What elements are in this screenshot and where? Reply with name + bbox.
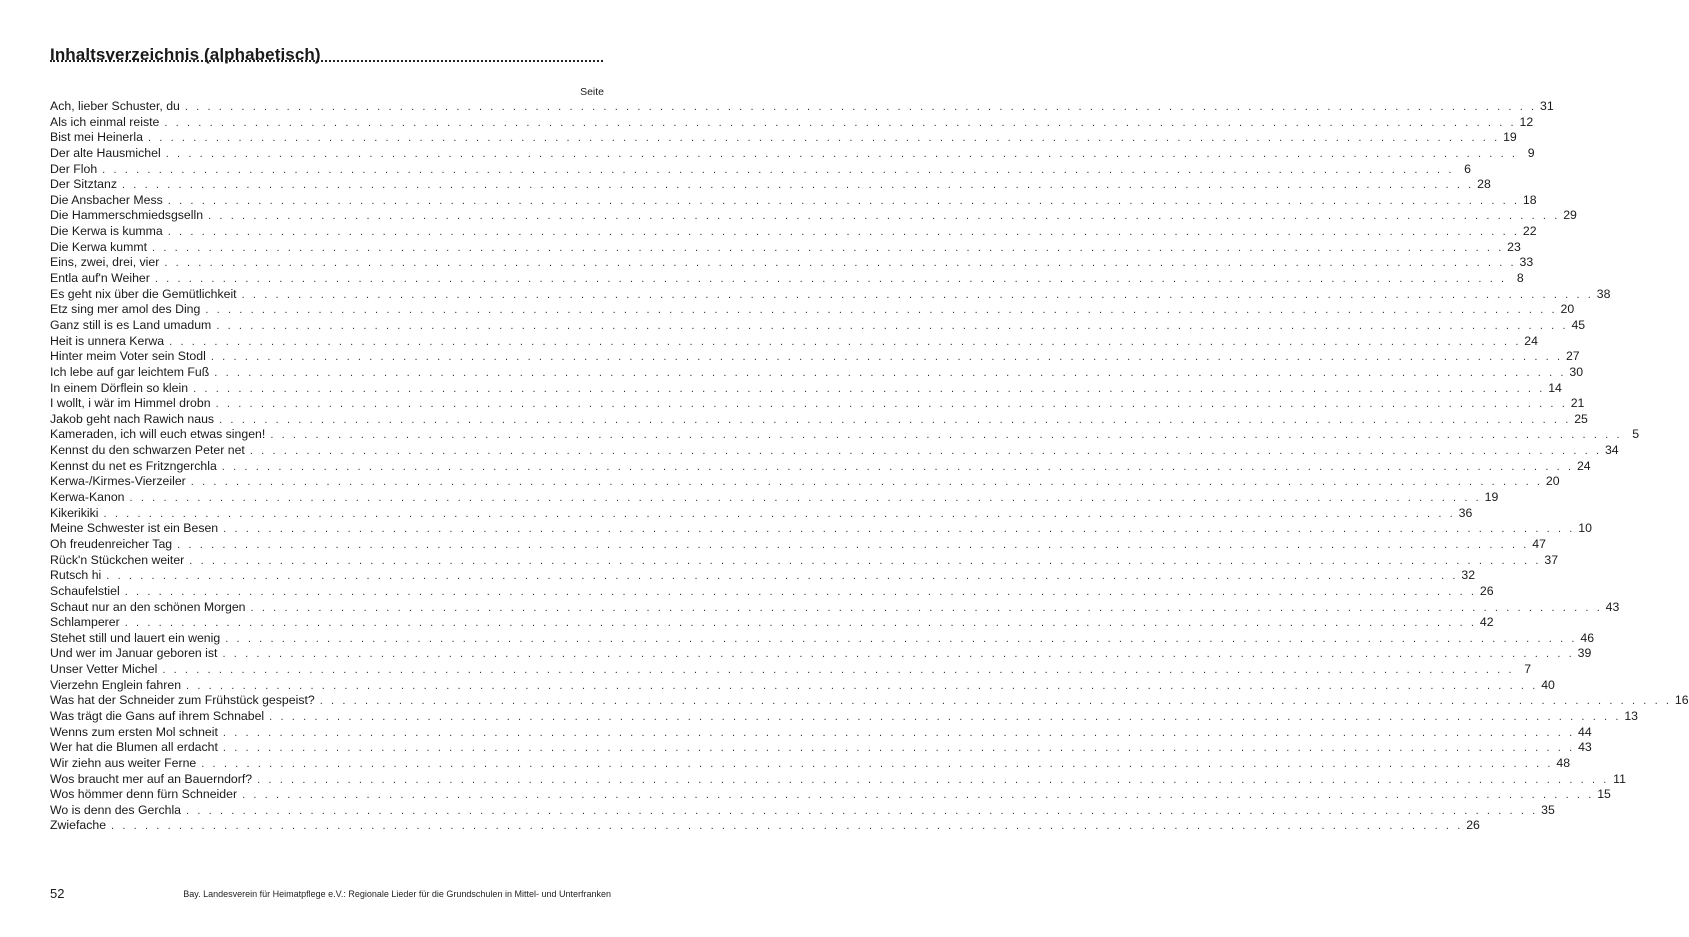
footer-page-number: 52 — [50, 886, 65, 901]
toc-entry-page: 35 — [1541, 802, 1555, 817]
toc-entry-title: Etz sing mer amol des Ding — [50, 302, 201, 317]
toc-entry-title: Kikerikiki — [50, 505, 99, 520]
dot-leader: . . . . . . . . . . . . . . . . . . . . . . . . . . . . . . . . . . . . . . . . . . . . . . . . . . . . . . . . . . . . . . . . . . . . . . . . . . . . . . . . . . . . . . . . . . . . . . . . . . . . . . . . . . . . . . . . . . . . . . . . — [214, 366, 1567, 379]
toc-entry — [50, 286, 1611, 303]
toc-entry — [50, 239, 1521, 256]
toc-entry — [50, 740, 1592, 756]
toc-entry — [50, 802, 1555, 819]
toc-entry-page: 26 — [1479, 583, 1494, 598]
toc-entry-page: 39 — [1577, 646, 1592, 661]
dot-leader: . . . . . . . . . . . . . . . . . . . . . . . . . . . . . . . . . . . . . . . . . . . . . . . . . . . . . . . . . . . . . . . . . . . . . . . . . . . . . . . . . . . . . . . . . . . . . . . . . . . . . . . . . . . . . . . . . . . . . . . . — [102, 163, 1454, 176]
toc-entry-page: 48 — [1556, 755, 1571, 770]
dot-leader: . . . . . . . . . . . . . . . . . . . . . . . . . . . . . . . . . . . . . . . . . . . . . . . . . . . . . . . . . . . . . . . . . . . . . . . . . . . . . . . . . . . . . . . . . . . . . . . . . . . . . . . . . . . . . . . . . . . . . . . . — [193, 382, 1545, 395]
toc-entry — [50, 224, 1537, 240]
toc-entry-title: Als ich einmal reiste — [50, 114, 160, 129]
toc-entry-page: 21 — [1570, 396, 1585, 411]
toc-entry-page: 43 — [1605, 599, 1620, 614]
dot-leader: . . . . . . . . . . . . . . . . . . . . . . . . . . . . . . . . . . . . . . . . . . . . . . . . . . . . . . . . . . . . . . . . . . . . . . . . . . . . . . . . . . . . . . . . . . . . . . . . . . . . . . . . . . . . . . . . . . . . . . . . — [241, 288, 1594, 301]
toc-entry — [50, 630, 1595, 647]
toc-entry-page: 11 — [1613, 771, 1626, 786]
dot-leader: . . . . . . . . . . . . . . . . . . . . . . . . . . . . . . . . . . . . . . . . . . . . . . . . . . . . . . . . . . . . . . . . . . . . . . . . . . . . . . . . . . . . . . . . . . . . . . . . . . . . . . . . . . . . . . . . . . . . . . . . — [225, 632, 1578, 645]
dot-leader: . . . . . . . . . . . . . . . . . . . . . . . . . . . . . . . . . . . . . . . . . . . . . . . . . . . . . . . . . . . . . . . . . . . . . . . . . . . . . . . . . . . . . . . . . . . . . . . . . . . . . . . . . . . . . . . . . . . . . . . . — [184, 101, 1537, 113]
toc-entry-title: Wir ziehn aus weiter Ferne — [50, 755, 197, 770]
toc-entry-title: In einem Dörflein so klein — [50, 380, 189, 395]
toc-entry-title: Die Ansbacher Mess — [50, 192, 163, 207]
toc-entry-title: Wer hat die Blumen all erdacht — [50, 740, 218, 755]
dot-leader: . . . . . . . . . . . . . . . . . . . . . . . . . . . . . . . . . . . . . . . . . . . . . . . . . . . . . . . . . . . . . . . . . . . . . . . . . . . . . . . . . . . . . . . . . . . . . . . . . . . . . . . . . . . . . . . . . . . . . . . . — [152, 241, 1504, 254]
toc-entry — [50, 427, 1640, 443]
dot-leader: . . . . . . . . . . . . . . . . . . . . . . . . . . . . . . . . . . . . . . . . . . . . . . . . . . . . . . . . . . . . . . . . . . . . . . . . . . . . . . . . . . . . . . . . . . . . . . . . . . . . . . . . . . . . . . . . . . . . . . . . — [167, 194, 1520, 207]
dot-leader: . . . . . . . . . . . . . . . . . . . . . . . . . . . . . . . . . . . . . . . . . . . . . . . . . . . . . . . . . . . . . . . . . . . . . . . . . . . . . . . . . . . . . . . . . . . . . . . . . . . . . . . . . . . . . . . . . . . . . . . . — [250, 601, 1603, 614]
toc-entry-title: Kameraden, ich will euch etwas singen! — [50, 427, 266, 442]
toc-entry-page: 20 — [1545, 474, 1560, 489]
toc-entry-page: 36 — [1458, 505, 1473, 520]
toc-entry — [50, 99, 1554, 115]
toc-entry-title: Kerwa-/Kirmes-Vierzeiler — [50, 474, 186, 489]
toc-entry-page: 44 — [1578, 724, 1592, 739]
toc-entry — [50, 677, 1555, 694]
toc-entry — [50, 583, 1494, 600]
dot-leader: . . . . . . . . . . . . . . . . . . . . . . . . . . . . . . . . . . . . . . . . . . . . . . . . . . . . . . . . . . . . . . . . . . . . . . . . . . . . . . . . . . . . . . . . . . . . . . . . . . . . . . . . . . . . . . . . . . . . . . . . — [111, 820, 1463, 833]
dot-leader: . . . . . . . . . . . . . . . . . . . . . . . . . . . . . . . . . . . . . . . . . . . . . . . . . . . . . . . . . . . . . . . . . . . . . . . . . . . . . . . . . . . . . . . . . . . . . . . . . . . . . . . . . . . . . . . . . . . . . . . . — [124, 585, 1477, 598]
toc-entry — [50, 145, 1535, 162]
toc-entry-page: 28 — [1477, 177, 1491, 192]
dot-leader: . . . . . . . . . . . . . . . . . . . . . . . . . . . . . . . . . . . . . . . . . . . . . . . . . . . . . . . . . . . . . . . . . . . . . . . . . . . . . . . . . . . . . . . . . . . . . . . . . . . . . . . . . . . . . . . . . . . . . . . . — [186, 804, 1538, 817]
toc-entry — [50, 114, 1534, 131]
toc-entry — [50, 771, 1626, 788]
toc-entry-page: 5 — [1632, 427, 1640, 442]
toc-entry — [50, 693, 1689, 709]
dotted-title-rule — [50, 60, 603, 62]
toc-entry — [50, 411, 1588, 428]
dot-leader: . . . . . . . . . . . . . . . . . . . . . . . . . . . . . . . . . . . . . . . . . . . . . . . . . . . . . . . . . . . . . . . . . . . . . . . . . . . . . . . . . . . . . . . . . . . . . . . . . . . . . . . . . . . . . . . . . . . . . . . . — [165, 147, 1518, 160]
dot-leader: . . . . . . . . . . . . . . . . . . . . . . . . . . . . . . . . . . . . . . . . . . . . . . . . . . . . . . . . . . . . . . . . . . . . . . . . . . . . . . . . . . . . . . . . . . . . . . . . . . . . . . . . . . . . . . . . . . . . . . . . — [177, 538, 1529, 551]
dot-leader: . . . . . . . . . . . . . . . . . . . . . . . . . . . . . . . . . . . . . . . . . . . . . . . . . . . . . . . . . . . . . . . . . . . . . . . . . . . . . . . . . . . . . . . . . . . . . . . . . . . . . . . . . . . . . . . . . . . . . . . . — [249, 445, 1602, 458]
toc-entry — [50, 646, 1592, 662]
toc-entry-title: Wo is denn des Gerchla — [50, 802, 182, 817]
toc-entry — [50, 396, 1585, 412]
toc-entry — [50, 755, 1571, 772]
toc-entry-page: 25 — [1574, 411, 1588, 426]
toc-entry-title: Was hat der Schneider zum Frühstück gespeist? — [50, 693, 315, 708]
toc-entry — [50, 333, 1538, 350]
toc-entry-page: 38 — [1596, 286, 1611, 301]
dot-leader: . . . . . . . . . . . . . . . . . . . . . . . . . . . . . . . . . . . . . . . . . . . . . . . . . . . . . . . . . . . . . . . . . . . . . . . . . . . . . . . . . . . . . . . . . . . . . . . . . . . . . . . . . . . . . . . . . . . . . . . . — [270, 429, 1623, 442]
dot-leader: . . . . . . . . . . . . . . . . . . . . . . . . . . . . . . . . . . . . . . . . . . . . . . . . . . . . . . . . . . . . . . . . . . . . . . . . . . . . . . . . . . . . . . . . . . . . . . . . . . . . . . . . . . . . . . . . . . . . . . . . — [215, 398, 1568, 411]
dot-leader: . . . . . . . . . . . . . . . . . . . . . . . . . . . . . . . . . . . . . . . . . . . . . . . . . . . . . . . . . . . . . . . . . . . . . . . . . . . . . . . . . . . . . . . . . . . . . . . . . . . . . . . . . . . . . . . . . . . . . . . . — [221, 460, 1574, 473]
dot-leader: . . . . . . . . . . . . . . . . . . . . . . . . . . . . . . . . . . . . . . . . . . . . . . . . . . . . . . . . . . . . . . . . . . . . . . . . . . . . . . . . . . . . . . . . . . . . . . . . . . . . . . . . . . . . . . . . . . . . . . . . — [162, 664, 1515, 677]
toc-entry-page: 6 — [1464, 161, 1471, 176]
toc-entry-page: 18 — [1522, 192, 1537, 207]
toc-entry-title: Rutsch hi — [50, 568, 102, 583]
dot-leader: . . . . . . . . . . . . . . . . . . . . . . . . . . . . . . . . . . . . . . . . . . . . . . . . . . . . . . . . . . . . . . . . . . . . . . . . . . . . . . . . . . . . . . . . . . . . . . . . . . . . . . . . . . . . . . . . . . . . . . . . — [201, 757, 1554, 770]
toc-entry-title: Entla auf'n Weiher — [50, 271, 150, 286]
toc-entry-page: 7 — [1524, 662, 1532, 677]
dot-leader: . . . . . . . . . . . . . . . . . . . . . . . . . . . . . . . . . . . . . . . . . . . . . . . . . . . . . . . . . . . . . . . . . . . . . . . . . . . . . . . . . . . . . . . . . . . . . . . . . . . . . . . . . . . . . . . . . . . . . . . . — [121, 179, 1474, 192]
toc-entry-title: Kennst du net es Fritzngerchla — [50, 458, 217, 473]
toc-entry-page: 14 — [1548, 380, 1562, 395]
toc-entry — [50, 192, 1537, 209]
toc-entry — [50, 380, 1562, 397]
dot-leader: . . . . . . . . . . . . . . . . . . . . . . . . . . . . . . . . . . . . . . . . . . . . . . . . . . . . . . . . . . . . . . . . . . . . . . . . . . . . . . . . . . . . . . . . . . . . . . . . . . . . . . . . . . . . . . . . . . . . . . . . — [167, 226, 1520, 239]
toc-entry-title: Stehet still und lauert ein wenig — [50, 630, 221, 645]
toc-entry-title: Heit is unnera Kerwa — [50, 333, 165, 348]
toc-entry-page: 19 — [1484, 490, 1499, 505]
toc-entry-page: 40 — [1541, 677, 1555, 692]
dot-leader: . . . . . . . . . . . . . . . . . . . . . . . . . . . . . . . . . . . . . . . . . . . . . . . . . . . . . . . . . . . . . . . . . . . . . . . . . . . . . . . . . . . . . . . . . . . . . . . . . . . . . . . . . . . . . . . . . . . . . . . . — [216, 319, 1569, 332]
toc-entry-page: 16 — [1674, 693, 1689, 708]
toc-entry-title: Jakob geht nach Rawich naus — [50, 411, 215, 426]
toc-entry — [50, 505, 1473, 522]
toc-entry — [50, 161, 1471, 178]
toc-entry — [50, 490, 1499, 506]
toc-entry — [50, 130, 1517, 146]
toc-entry — [50, 521, 1592, 537]
toc-entry-title: Kennst du den schwarzen Peter net — [50, 443, 245, 458]
toc-entry — [50, 177, 1491, 193]
toc-entry — [50, 568, 1476, 584]
toc-entry — [50, 474, 1560, 490]
dot-leader: . . . . . . . . . . . . . . . . . . . . . . . . . . . . . . . . . . . . . . . . . . . . . . . . . . . . . . . . . . . . . . . . . . . . . . . . . . . . . . . . . . . . . . . . . . . . . . . . . . . . . . . . . . . . . . . . . . . . . . . . — [269, 710, 1621, 723]
toc-entry-page: 8 — [1516, 271, 1524, 286]
toc-entry-title: Die Kerwa is kumma — [50, 224, 163, 239]
toc-entry-page: 19 — [1503, 130, 1517, 145]
toc-entry-page: 42 — [1479, 615, 1494, 630]
dot-leader: . . . . . . . . . . . . . . . . . . . . . . . . . . . . . . . . . . . . . . . . . . . . . . . . . . . . . . . . . . . . . . . . . . . . . . . . . . . . . . . . . . . . . . . . . . . . . . . . . . . . . . . . . . . . . . . . . . . . . . . . — [208, 210, 1560, 223]
dot-leader: . . . . . . . . . . . . . . . . . . . . . . . . . . . . . . . . . . . . . . . . . . . . . . . . . . . . . . . . . . . . . . . . . . . . . . . . . . . . . . . . . . . . . . . . . . . . . . . . . . . . . . . . . . . . . . . . . . . . . . . . — [257, 773, 1609, 786]
toc-entry — [50, 255, 1534, 271]
toc-entry-page: 46 — [1580, 630, 1595, 645]
dot-leader: . . . . . . . . . . . . . . . . . . . . . . . . . . . . . . . . . . . . . . . . . . . . . . . . . . . . . . . . . . . . . . . . . . . . . . . . . . . . . . . . . . . . . . . . . . . . . . . . . . . . . . . . . . . . . . . . . . . . . . . . — [186, 679, 1538, 692]
toc-entry-page: 12 — [1519, 114, 1534, 129]
toc-entry — [50, 787, 1611, 803]
toc-entry-title: Unser Vetter Michel — [50, 662, 158, 677]
toc-entry-title: Ganz still is es Land umadum — [50, 317, 212, 332]
toc-entry — [50, 443, 1619, 459]
toc-entry-page: 37 — [1544, 552, 1559, 567]
dot-leader: . . . . . . . . . . . . . . . . . . . . . . . . . . . . . . . . . . . . . . . . . . . . . . . . . . . . . . . . . . . . . . . . . . . . . . . . . . . . . . . . . . . . . . . . . . . . . . . . . . . . . . . . . . . . . . . . . . . . . . . . — [222, 648, 1575, 661]
dot-leader: . . . . . . . . . . . . . . . . . . . . . . . . . . . . . . . . . . . . . . . . . . . . . . . . . . . . . . . . . . . . . . . . . . . . . . . . . . . . . . . . . . . . . . . . . . . . . . . . . . . . . . . . . . . . . . . . . . . . . . . . — [190, 476, 1543, 489]
toc-entry-title: Wos hömmer denn fürn Schneider — [50, 787, 238, 802]
toc-entry-page: 15 — [1597, 787, 1611, 802]
toc-entry-page: 34 — [1604, 443, 1619, 458]
toc-entry-title: Meine Schwester ist ein Besen — [50, 521, 219, 536]
toc-entry-page: 27 — [1565, 349, 1580, 364]
toc-entry — [50, 364, 1584, 381]
toc-entry-title: Die Kerwa kummt — [50, 239, 148, 254]
toc-entry — [50, 349, 1580, 365]
dot-leader: . . . . . . . . . . . . . . . . . . . . . . . . . . . . . . . . . . . . . . . . . . . . . . . . . . . . . . . . . . . . . . . . . . . . . . . . . . . . . . . . . . . . . . . . . . . . . . . . . . . . . . . . . . . . . . . . . . . . . . . . — [129, 492, 1482, 505]
dot-leader: . . . . . . . . . . . . . . . . . . . . . . . . . . . . . . . . . . . . . . . . . . . . . . . . . . . . . . . . . . . . . . . . . . . . . . . . . . . . . . . . . . . . . . . . . . . . . . . . . . . . . . . . . . . . . . . . . . . . . . . . — [103, 507, 1456, 520]
toc-entry-page: 20 — [1560, 302, 1575, 317]
toc-entry-title: Und wer im Januar geboren ist — [50, 646, 218, 661]
toc-entry-title: Wenns zum ersten Mol schneit — [50, 724, 218, 739]
toc-entry-page: 29 — [1563, 208, 1577, 223]
toc-entry-title: Der Sitztanz — [50, 177, 117, 192]
toc-entry-title: Schlamperer — [50, 615, 120, 630]
toc-entry-title: Rück'n Stückchen weiter — [50, 552, 185, 567]
toc-entry-page: 26 — [1466, 818, 1480, 833]
toc-entry — [50, 599, 1620, 616]
dot-leader: . . . . . . . . . . . . . . . . . . . . . . . . . . . . . . . . . . . . . . . . . . . . . . . . . . . . . . . . . . . . . . . . . . . . . . . . . . . . . . . . . . . . . . . . . . . . . . . . . . . . . . . . . . . . . . . . . . . . . . . . — [189, 554, 1542, 567]
page-column-label: Seite — [580, 86, 604, 98]
toc-entry — [50, 536, 1546, 553]
toc-entry-title: Der alte Hausmichel — [50, 145, 161, 160]
toc-entry-page: 32 — [1461, 568, 1476, 583]
toc-entry-page: 31 — [1540, 99, 1554, 113]
toc-entry-page: 43 — [1578, 740, 1592, 755]
dot-leader: . . . . . . . . . . . . . . . . . . . . . . . . . . . . . . . . . . . . . . . . . . . . . . . . . . . . . . . . . . . . . . . . . . . . . . . . . . . . . . . . . . . . . . . . . . . . . . . . . . . . . . . . . . . . . . . . . . . . . . . . — [222, 742, 1575, 755]
dot-leader: . . . . . . . . . . . . . . . . . . . . . . . . . . . . . . . . . . . . . . . . . . . . . . . . . . . . . . . . . . . . . . . . . . . . . . . . . . . . . . . . . . . . . . . . . . . . . . . . . . . . . . . . . . . . . . . . . . . . . . . . — [124, 617, 1477, 630]
dot-leader: . . . . . . . . . . . . . . . . . . . . . . . . . . . . . . . . . . . . . . . . . . . . . . . . . . . . . . . . . . . . . . . . . . . . . . . . . . . . . . . . . . . . . . . . . . . . . . . . . . . . . . . . . . . . . . . . . . . . . . . . — [169, 335, 1521, 348]
toc-entry-page: 30 — [1569, 364, 1584, 379]
toc-entry-title: Kerwa-Kanon — [50, 490, 125, 505]
footer-publication-text: Bay. Landesverein für Heimatpflege e.V.: Regionale Lieder für die Grundschulen in Mittel- und Unterfranken — [183, 889, 611, 899]
toc-entry — [50, 271, 1524, 287]
toc-entry-title: Es geht nix über die Gemütlichkeit — [50, 286, 237, 301]
toc-entry-page: 9 — [1527, 145, 1535, 160]
toc-entry-page: 13 — [1624, 708, 1638, 723]
toc-entry — [50, 302, 1575, 318]
dot-leader: . . . . . . . . . . . . . . . . . . . . . . . . . . . . . . . . . . . . . . . . . . . . . . . . . . . . . . . . . . . . . . . . . . . . . . . . . . . . . . . . . . . . . . . . . . . . . . . . . . . . . . . . . . . . . . . . . . . . . . . . — [164, 116, 1517, 129]
toc-entry — [50, 552, 1559, 569]
toc-entry-page: 10 — [1578, 521, 1592, 536]
toc-entry-page: 45 — [1571, 317, 1586, 332]
dot-leader: . . . . . . . . . . . . . . . . . . . . . . . . . . . . . . . . . . . . . . . . . . . . . . . . . . . . . . . . . . . . . . . . . . . . . . . . . . . . . . . . . . . . . . . . . . . . . . . . . . . . . . . . . . . . . . . . . . . . . . . . — [242, 789, 1594, 802]
dot-leader: . . . . . . . . . . . . . . . . . . . . . . . . . . . . . . . . . . . . . . . . . . . . . . . . . . . . . . . . . . . . . . . . . . . . . . . . . . . . . . . . . . . . . . . . . . . . . . . . . . . . . . . . . . . . . . . . . . . . . . . . — [205, 304, 1558, 317]
toc-list — [50, 99, 1689, 834]
toc-entry-title: Vierzehn Englein fahren — [50, 677, 182, 692]
dot-leader: . . . . . . . . . . . . . . . . . . . . . . . . . . . . . . . . . . . . . . . . . . . . . . . . . . . . . . . . . . . . . . . . . . . . . . . . . . . . . . . . . . . . . . . . . . . . . . . . . . . . . . . . . . . . . . . . . . . . . . . . — [164, 257, 1517, 270]
toc-entry-title: I wollt, i wär im Himmel drobn — [50, 396, 211, 411]
toc-entry — [50, 208, 1577, 224]
toc-entry-title: Wos braucht mer auf an Bauerndorf? — [50, 771, 253, 786]
toc-entry-title: Oh freudenreicher Tag — [50, 536, 173, 551]
dot-leader: . . . . . . . . . . . . . . . . . . . . . . . . . . . . . . . . . . . . . . . . . . . . . . . . . . . . . . . . . . . . . . . . . . . . . . . . . . . . . . . . . . . . . . . . . . . . . . . . . . . . . . . . . . . . . . . . . . . . . . . . — [154, 273, 1507, 286]
toc-entry — [50, 662, 1532, 678]
toc-entry — [50, 458, 1591, 475]
toc-entry-title: Zwiefache — [50, 818, 107, 833]
dot-leader: . . . . . . . . . . . . . . . . . . . . . . . . . . . . . . . . . . . . . . . . . . . . . . . . . . . . . . . . . . . . . . . . . . . . . . . . . . . . . . . . . . . . . . . . . . . . . . . . . . . . . . . . . . . . . . . . . . . . . . . . — [219, 413, 1571, 426]
toc-entry-page: 22 — [1522, 224, 1537, 239]
page-title: Inhaltsverzeichnis (alphabetisch) — [50, 45, 321, 65]
dot-leader: . . . . . . . . . . . . . . . . . . . . . . . . . . . . . . . . . . . . . . . . . . . . . . . . . . . . . . . . . . . . . . . . . . . . . . . . . . . . . . . . . . . . . . . . . . . . . . . . . . . . . . . . . . . . . . . . . . . . . . . . — [223, 523, 1575, 536]
toc-entry-title: Die Hammerschmiedsgselln — [50, 208, 204, 223]
toc-entry — [50, 818, 1480, 834]
toc-entry-title: Hinter meim Voter sein Stodl — [50, 349, 206, 364]
dot-leader: . . . . . . . . . . . . . . . . . . . . . . . . . . . . . . . . . . . . . . . . . . . . . . . . . . . . . . . . . . . . . . . . . . . . . . . . . . . . . . . . . . . . . . . . . . . . . . . . . . . . . . . . . . . . . . . . . . . . . . . . — [147, 132, 1500, 145]
toc-entry-title: Ich lebe auf gar leichtem Fuß — [50, 364, 210, 379]
toc-entry — [50, 724, 1592, 741]
toc-entry-page: 24 — [1524, 333, 1538, 348]
toc-entry-title: Bist mei Heinerla — [50, 130, 143, 145]
toc-entry-title: Schaufelstiel — [50, 583, 120, 598]
toc-entry-title: Eins, zwei, drei, vier — [50, 255, 160, 270]
toc-entry-page: 23 — [1507, 239, 1521, 254]
toc-entry-page: 24 — [1576, 458, 1591, 473]
toc-entry-title: Was trägt die Gans auf ihrem Schnabel — [50, 708, 265, 723]
toc-entry-title: Der Floh — [50, 161, 98, 176]
toc-entry-title: Ach, lieber Schuster, du — [50, 99, 180, 113]
toc-entry-title: Schaut nur an den schönen Morgen — [50, 599, 246, 614]
toc-entry — [50, 317, 1586, 334]
toc-entry — [50, 708, 1638, 725]
dot-leader: . . . . . . . . . . . . . . . . . . . . . . . . . . . . . . . . . . . . . . . . . . . . . . . . . . . . . . . . . . . . . . . . . . . . . . . . . . . . . . . . . . . . . . . . . . . . . . . . . . . . . . . . . . . . . . . . . . . . . . . . — [222, 726, 1575, 739]
dot-leader: . . . . . . . . . . . . . . . . . . . . . . . . . . . . . . . . . . . . . . . . . . . . . . . . . . . . . . . . . . . . . . . . . . . . . . . . . . . . . . . . . . . . . . . . . . . . . . . . . . . . . . . . . . . . . . . . . . . . . . . . — [210, 351, 1563, 364]
toc-entry-page: 33 — [1519, 255, 1534, 270]
dot-leader: . . . . . . . . . . . . . . . . . . . . . . . . . . . . . . . . . . . . . . . . . . . . . . . . . . . . . . . . . . . . . . . . . . . . . . . . . . . . . . . . . . . . . . . . . . . . . . . . . . . . . . . . . . . . . . . . . . . . . . . . — [106, 570, 1459, 583]
toc-entry-page: 47 — [1532, 536, 1546, 551]
toc-entry — [50, 615, 1494, 631]
dot-leader: . . . . . . . . . . . . . . . . . . . . . . . . . . . . . . . . . . . . . . . . . . . . . . . . . . . . . . . . . . . . . . . . . . . . . . . . . . . . . . . . . . . . . . . . . . . . . . . . . . . . . . . . . . . . . . . . . . . . . . . . — [319, 695, 1672, 708]
